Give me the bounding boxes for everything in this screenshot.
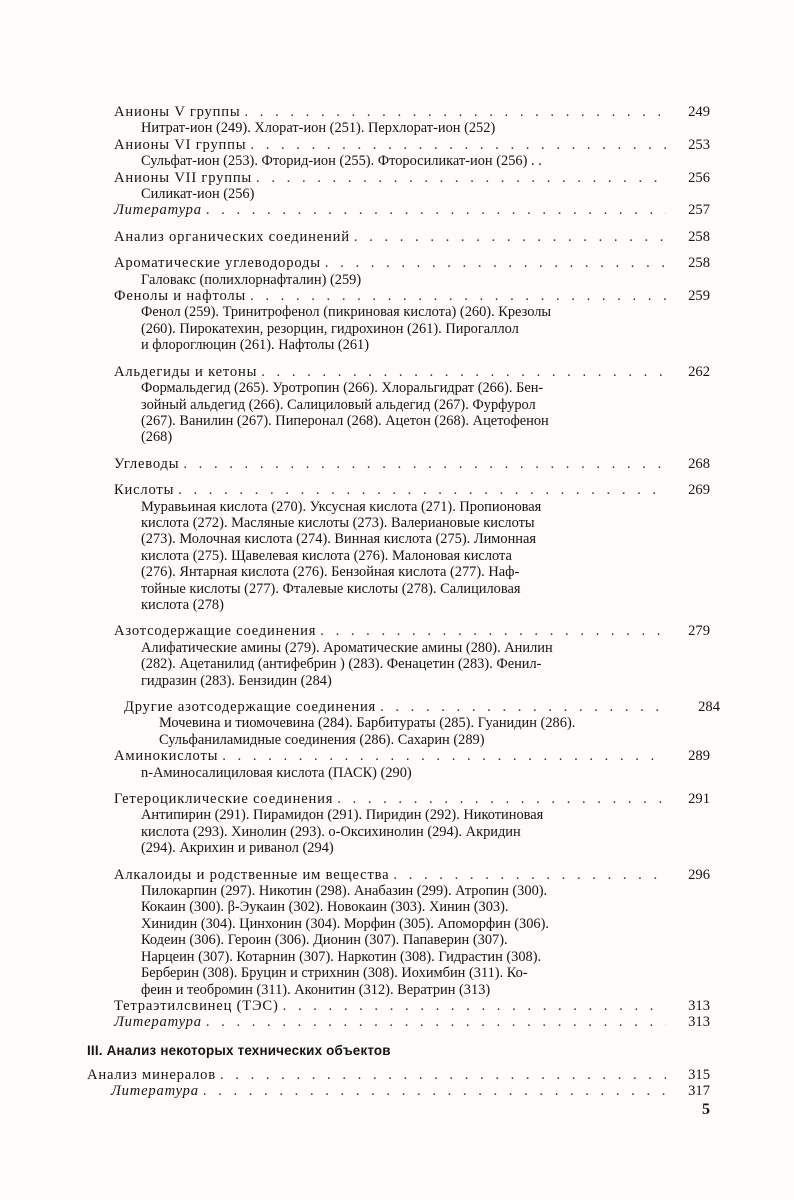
dot-leader (220, 1067, 666, 1083)
page-number: 5 (702, 1101, 710, 1118)
toc-entry-subtopics (114, 883, 710, 998)
toc-entry-page: 258 (688, 228, 710, 245)
subtopic-line: феин и теобромин (311). Аконитин (312). Вератрин (313) (141, 981, 491, 998)
toc-entry-page: 257 (688, 202, 710, 219)
subtopic-line: Пилокарпин (297). Никотин (298). Анабазин (299). Атропин (300). (141, 883, 548, 900)
subtopic-line: кислота (272). Масляные кислоты (273). Валериановые кислоты (141, 514, 535, 531)
toc-entry-title: Анализ минералов (87, 1066, 216, 1083)
toc-entry-title: Кислоты (114, 482, 175, 499)
toc-entry (124, 699, 720, 748)
toc-entry (111, 1083, 710, 1099)
toc-entry (114, 791, 710, 857)
subtopic-line: (276). Янтарная кислота (276). Бензойная кислота (277). Наф- (141, 564, 520, 581)
subtopic-line: Силикат-ион (256) (141, 186, 255, 203)
toc-entry (114, 482, 710, 613)
dot-leader (354, 229, 666, 245)
toc-entry-title: Анионы VII группы (114, 169, 253, 186)
toc-entry-page: 253 (688, 136, 710, 153)
toc-entry-page: 256 (688, 169, 710, 186)
dot-leader (325, 255, 666, 271)
toc-entry-page: 259 (688, 288, 710, 305)
dot-leader (222, 748, 666, 764)
toc-entry (114, 867, 710, 998)
dot-leader (250, 288, 666, 304)
toc-entry (114, 748, 710, 781)
toc-entry-page: 289 (688, 748, 710, 765)
toc-entry-subtopics (114, 272, 710, 288)
toc-entry-page: 268 (688, 455, 710, 472)
toc-entry-subtopics (114, 807, 710, 856)
toc-entry (114, 229, 710, 245)
dot-leader (206, 202, 666, 218)
toc-entry-page: 269 (688, 482, 710, 499)
dot-leader (206, 1014, 666, 1030)
toc-entry-title: Анализ органических соединений (114, 228, 350, 245)
subtopic-line: Кодеин (306). Героин (306). Дионин (307). Папаверин (307). (141, 932, 508, 949)
toc-entry-page: 279 (688, 623, 710, 640)
subtopic-line: Галовакс (полихлорнафталин) (259) (141, 271, 362, 288)
subtopic-line: кислота (293). Хинолин (293). о-Оксихинолин (294). Акридин (141, 823, 521, 840)
toc-entry-title: Азотсодержащие соединения (114, 623, 317, 640)
subtopic-line: Нитрат-ион (249). Хлорат-ион (251). Перхлорат-ион (252) (141, 120, 496, 137)
toc-entry-subtopics (114, 765, 710, 781)
subtopic-line: Мочевина и тиомочевина (284). Барбитураты (285). Гуанидин (286). (159, 715, 576, 732)
toc-entry-subtopics (114, 120, 710, 136)
toc-entry-title: Алкалоиды и родственные им вещества (114, 866, 390, 883)
toc-entry (114, 456, 710, 472)
toc-entry-title: Фенолы и нафтолы (114, 288, 247, 305)
subtopic-line: Антипирин (291). Пирамидон (291). Пиридин (292). Никотиновая (141, 807, 544, 824)
toc-entry (114, 288, 710, 354)
toc-entry-title: Анионы V группы (114, 104, 241, 120)
toc-entry-title: Тетраэтилсвинец (ТЭС) (114, 997, 279, 1014)
toc-entry-subtopics (114, 304, 710, 353)
subtopic-line: Берберин (308). Бруцин и стрихнин (308). Иохимбин (311). Ко- (141, 965, 528, 982)
subtopic-line: (268) (141, 429, 173, 446)
subtopic-line: Формальдегид (265). Уротропин (266). Хлоральгидрат (266). Бен- (141, 380, 544, 397)
toc-entry-title: Альдегиды и кетоны (114, 363, 258, 380)
subtopic-line: Муравьиная кислота (270). Уксусная кислота (271). Пропионовая (141, 498, 542, 515)
toc-entry (114, 364, 710, 446)
toc-entry-title: Гетероциклические соединения (114, 791, 334, 808)
dot-leader (337, 791, 666, 807)
toc-entry-title: Ароматические углеводороды (114, 255, 321, 272)
toc-entry-page: 315 (688, 1066, 710, 1083)
subtopic-line: Фенол (259). Тринитрофенол (пикриновая кислота) (260). Крезолы (141, 304, 552, 321)
subtopic-line: Сульфаниламидные соединения (286). Сахарин (289) (159, 731, 485, 748)
subtopic-line: кислота (275). Щавелевая кислота (276). Малоновая кислота (141, 547, 512, 564)
toc-entry-page: 296 (688, 866, 710, 883)
toc-entry-title: Другие азотсодержащие соединения (124, 699, 377, 715)
subtopic-line: кислота (278) (141, 596, 224, 613)
toc-entry-page: 262 (688, 363, 710, 380)
dot-leader (283, 998, 666, 1014)
table-of-contents (87, 104, 720, 1100)
subtopic-line: зойный альдегид (266). Салициловый альдегид (267). Фурфурол (141, 396, 536, 413)
subtopic-line: Сульфат-ион (253). Фторид-ион (255). Фторосиликат-ион (256) . . (141, 153, 542, 170)
toc-entry-subtopics (114, 640, 710, 689)
subtopic-line: Кокаин (300). β-Эукаин (302). Новокаин (303). Хинин (303). (141, 899, 509, 916)
section-heading: III. Анализ некоторых технических объектов (87, 1042, 391, 1058)
toc-entry (114, 104, 710, 137)
subtopic-line: Алифатические амины (279). Ароматические амины (280). Анилин (141, 639, 553, 656)
toc-entry-page: 317 (688, 1083, 710, 1100)
toc-entry (114, 1014, 710, 1030)
subtopic-line: и флороглюцин (261). Нафтолы (261) (141, 337, 370, 354)
dot-leader (178, 482, 666, 498)
toc-entry-subtopics (114, 153, 710, 169)
toc-entry (114, 170, 710, 203)
toc-entry-subtopics (114, 499, 710, 614)
toc-entry-title: Литература (114, 202, 202, 219)
toc-entry-subtopics (114, 186, 710, 202)
toc-entry (114, 623, 710, 689)
toc-entry-page: 291 (688, 791, 710, 808)
dot-leader (256, 170, 666, 186)
dot-leader (250, 137, 666, 153)
toc-entry-subtopics (114, 380, 710, 446)
toc-entry (114, 255, 710, 288)
subtopic-line: (294). Акрихин и риванол (294) (141, 840, 334, 857)
subtopic-line: Хинидин (304). Цинхонин (304). Морфин (305). Апоморфин (306). (141, 915, 550, 932)
dot-leader (261, 364, 666, 380)
toc-entry-page: 313 (688, 997, 710, 1014)
subtopic-line: (260). Пирокатехин, резорцин, гидрохинон (261). Пирогаллол (141, 320, 519, 337)
toc-entry-page: 258 (688, 255, 710, 272)
dot-leader (203, 1083, 666, 1099)
subtopic-line: гидразин (283). Бензидин (284) (141, 672, 332, 689)
toc-entry-page: 249 (688, 104, 710, 120)
subtopic-line: Нарцеин (307). Котарнин (307). Наркотин (308). Гидрастин (308). (141, 948, 542, 965)
subtopic-line: (267). Ванилин (267). Пиперонал (268). Ацетон (268). Ацетофенон (141, 412, 549, 429)
subtopic-line: тойные кислоты (277). Фталевые кислоты (278). Салициловая (141, 580, 521, 597)
toc-entry (114, 137, 710, 170)
toc-entry-title: Аминокислоты (114, 748, 219, 765)
toc-entry-page: 284 (698, 699, 720, 715)
subtopic-line: (282). Ацетанилид (антифебрин ) (283). Фенацетин (283). Фенил- (141, 656, 542, 673)
dot-leader (244, 104, 666, 120)
toc-entry (114, 998, 710, 1014)
toc-entry-subtopics (124, 715, 710, 748)
dot-leader (183, 456, 666, 472)
toc-entry-title: Литература (111, 1083, 199, 1100)
toc-entry-title: Анионы VI группы (114, 136, 247, 153)
toc-entry-title: Литература (114, 1014, 202, 1031)
dot-leader (393, 867, 666, 883)
subtopic-line: n-Аминосалициловая кислота (ПАСК) (290) (141, 764, 412, 781)
subtopic-line: (273). Молочная кислота (274). Винная кислота (275). Лимонная (141, 531, 536, 548)
toc-entry (114, 202, 710, 218)
toc-entry-title: Углеводы (114, 455, 180, 472)
toc-entry (87, 1067, 710, 1083)
toc-entry-page: 313 (688, 1014, 710, 1031)
dot-leader (380, 699, 666, 715)
dot-leader (320, 623, 666, 639)
